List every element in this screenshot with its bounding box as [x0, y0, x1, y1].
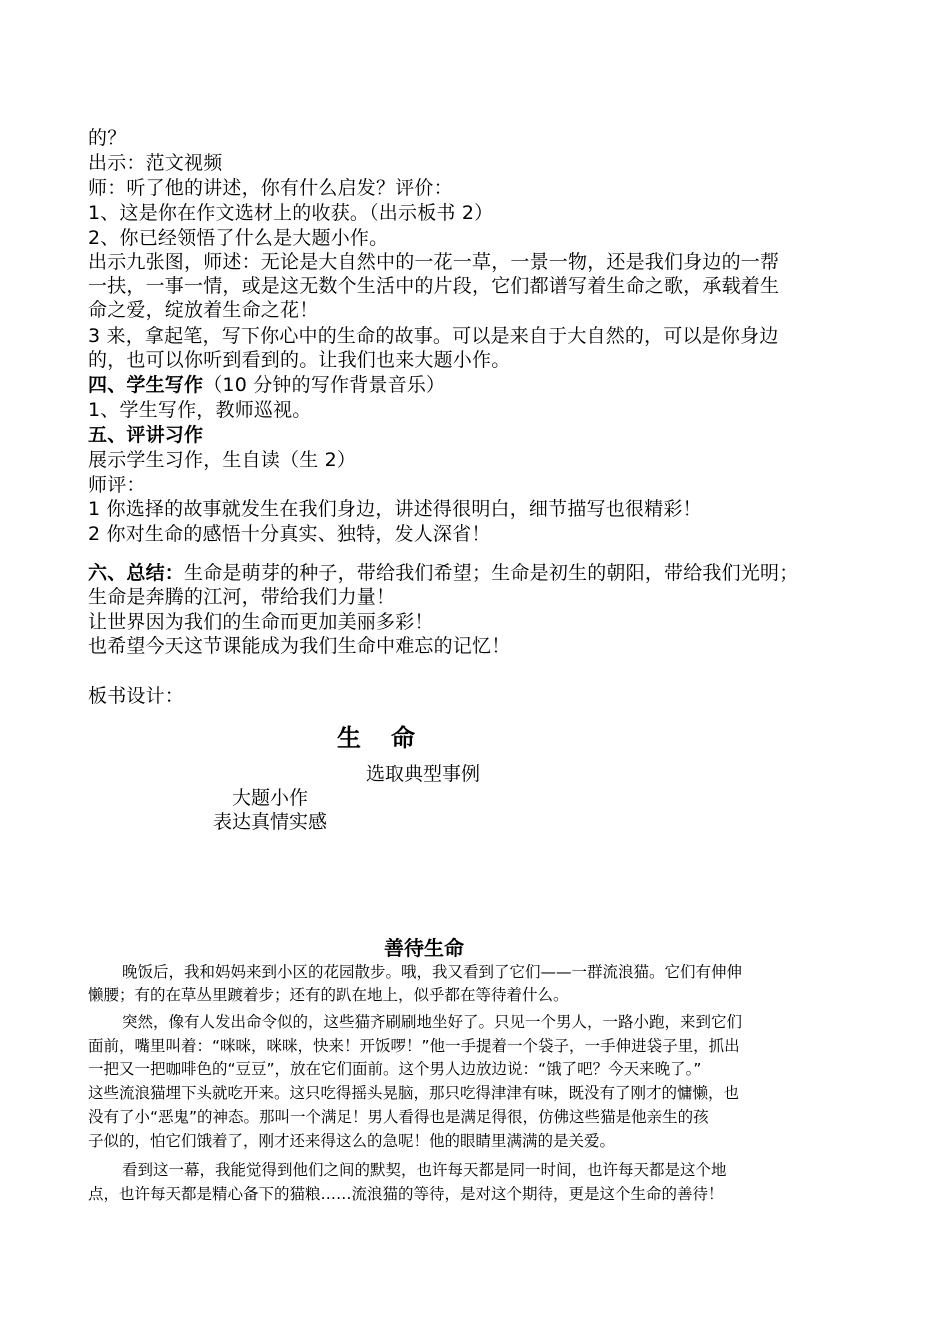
- text-line: 的，也可以你听到看到的。让我们也来大题小作。: [88, 349, 511, 371]
- essay-title: 善待生命: [384, 936, 464, 960]
- text-line: 生命是奔腾的江河，带给我们力量！: [88, 586, 396, 608]
- text-line: 命之爱，绽放着生命之花！: [88, 299, 319, 321]
- section-heading: 四、学生写作: [88, 374, 204, 396]
- text-line: 出示九张图，师述：无论是大自然中的一花一草，一景一物，还是我们身边的一帮: [88, 251, 780, 273]
- essay-line: 懒腰；有的在草丛里踱着步；还有的趴在地上，似乎都在等待着什么。: [88, 986, 569, 1004]
- board-item: 选取典型事例: [366, 763, 481, 785]
- board-item: 大题小作: [232, 787, 309, 809]
- text-line: 板书设计：: [88, 685, 185, 707]
- text-line: 1、学生写作，教师巡视。: [88, 399, 312, 421]
- essay-line: 一把又一把咖啡色的“豆豆”，放在它们面前。这个男人边放边说：“饿了吧？今天来晚了。”: [88, 1060, 702, 1078]
- summary-text: 生命是萌芽的种子，带给我们希望；生命是初生的朝阳，带给我们光明；: [184, 562, 799, 584]
- text-line: 1 你选择的故事就发生在我们身边，讲述得很明白，细节描写也很精彩！: [88, 498, 702, 520]
- text-line: 一扶，一事一情，或是这无数个生活中的片段，它们都谱写着生命之歌，承载着生: [88, 275, 780, 297]
- essay-line: 晚饭后，我和妈妈来到小区的花园散步。哦，我又看到了它们——一群流浪猫。它们有伸伸: [122, 963, 743, 981]
- section-heading: 六、总结：: [88, 562, 185, 584]
- text-line: 让世界因为我们的生命而更加美丽多彩！: [88, 611, 434, 633]
- essay-line: 看到这一幕，我能觉得到他们之间的默契，也许每天都是同一时间，也许每天都是这个地: [122, 1161, 727, 1179]
- text-line: 也希望今天这节课能成为我们生命中难忘的记忆！: [88, 635, 511, 657]
- text-line: 展示学生习作，生自读（生 2）: [88, 449, 357, 471]
- text-line: 师：听了他的讲述，你有什么启发？评价：: [88, 177, 453, 199]
- board-title: 生命: [337, 724, 445, 752]
- board-item: 表达真情实感: [213, 811, 328, 833]
- text-line: 出示：范文视频: [88, 152, 223, 174]
- section-six: [88, 561, 798, 585]
- text-line: 2、你已经领悟了什么是大题小作。: [88, 227, 389, 249]
- text-line: 的？: [88, 127, 127, 149]
- text-line: 3 来，拿起笔，写下你心中的生命的故事。可以是来自于大自然的，可以是你身边: [88, 325, 779, 347]
- essay-line: 这些流浪猫埋下头就吃开来。这只吃得摇头晃脑，那只吃得津津有味，既没有了刚才的慵懒，也: [88, 1084, 740, 1102]
- essay-line: 面前，嘴里叫着：“咪咪，咪咪，快来！开饭啰！”他一手提着一个袋子，一手伸进袋子里，抓出: [88, 1037, 740, 1055]
- section-note: （10 分钟的写作背景音乐）: [203, 374, 446, 396]
- text-line: 1、这是你在作文选材上的收获。（出示板书 2）: [88, 202, 494, 224]
- section-heading: 五、评讲习作: [88, 424, 204, 446]
- essay-line: 点，也许每天都是精心备下的猫粮……流浪猫的等待，是对这个期待，更是这个生命的善待！: [88, 1185, 724, 1203]
- essay-line: 没有了小“恶鬼”的神态。那叫一个满足！男人看得也是满足得很，仿佛这些猫是他亲生的孩: [88, 1108, 709, 1126]
- text-line: 2 你对生命的感悟十分真实、独特，发人深省！: [88, 523, 491, 545]
- essay-line: 子似的，怕它们饿着了，刚才还来得这么的急呢！他的眼睛里满满的是关爱。: [88, 1132, 616, 1150]
- text-line: 师评：: [88, 474, 146, 496]
- essay-line: 突然，像有人发出命令似的，这些猫齐刷刷地坐好了。只见一个男人，一路小跑，来到它们: [122, 1013, 743, 1031]
- section-four: [88, 373, 445, 397]
